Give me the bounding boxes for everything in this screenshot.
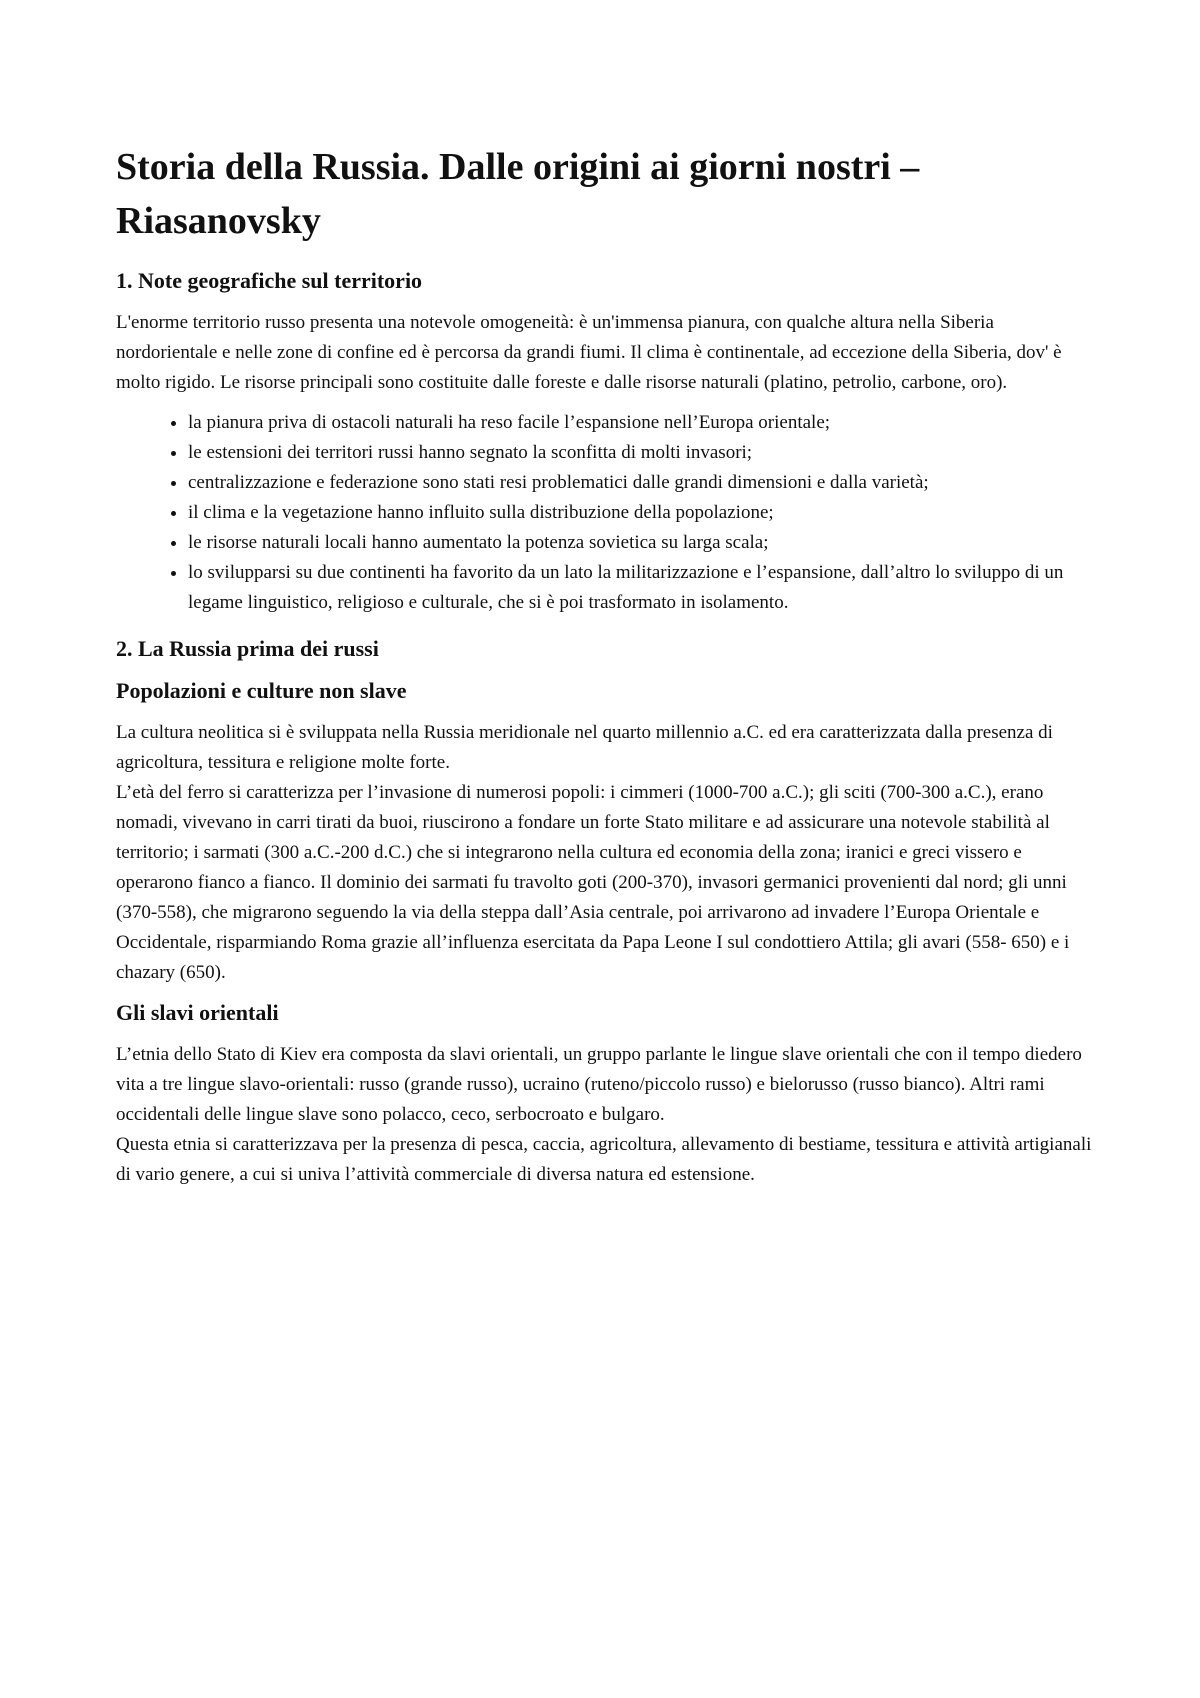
bullet-list-geografia xyxy=(116,408,1096,618)
list-item: • centralizzazione e federazione sono stati resi problematici dalle grandi dimensioni e dalla varietà; xyxy=(188,468,1096,498)
section-heading-geografia: 1. Note geografiche sul territorio xyxy=(116,268,423,293)
list-item: • le risorse naturali locali hanno aumentato la potenza sovietica su larga scala; xyxy=(188,528,1096,558)
paragraph-attivita: Questa etnia si caratterizzava per la presenza di pesca, caccia, agricoltura, allevamento di bestiame, tessitura e attività artigianali di vario genere, a cui si univa l’attività commerciale di diversa natura ed estensione. xyxy=(116,1134,1092,1185)
paragraph-neolitica: La cultura neolitica si è sviluppata nella Russia meridionale nel quarto millennio a.C. ed era caratterizzata dalla presenza di agricoltura, tessitura e religione molte forte. xyxy=(116,722,1053,773)
list-item: • la pianura priva di ostacoli naturali ha reso facile l’espansione nell’Europa orientale; xyxy=(188,408,1096,438)
paragraph-etnia-kiev: L’etnia dello Stato di Kiev era composta da slavi orientali, un gruppo parlante le lingue slave orientali che con il tempo diedero vita a tre lingue slavo-orientali: russo (grande russo), ucraino (ruteno/piccolo russo) e bielorusso (russo bianco). Altri rami occidentali delle lingue slave sono polacco, ceco, serbocroato e bulgaro. xyxy=(116,1044,1082,1125)
document-page xyxy=(116,140,1096,1200)
paragraph-eta-ferro: L’età del ferro si caratterizza per l’invasione di numerosi popoli: i cimmeri (1000-700 a.C.); gli sciti (700-300 a.C.), erano nomadi, vivevano in carri tirati da buoi, riuscirono a fondare un forte Stato militare e ad assicurare una notevole stabilità al territorio; i sarmati (300 a.C.-200 d.C.) che si integrarono nella cultura ed economia della zona; iranici e greci vissero e operarono fianco a fianco. Il dominio dei sarmati fu travolto goti (200-370), invasori germanici provenienti dal nord; gli unni (370-558), che migrarono seguendo la via della steppa dall’Asia centrale, poi arrivarono ad invadere l’Europa Orientale e Occidentale, risparmiando Roma grazie all’influenza esercitata da Papa Leone I sul condottiero Attila; gli avari (558- 650) e i chazary (650). xyxy=(116,782,1070,983)
subsection-heading-non-slave: Popolazioni e culture non slave xyxy=(116,678,407,703)
list-item: • lo svilupparsi su due continenti ha favorito da un lato la militarizzazione e l’espansione, dall’altro lo sviluppo di un legame linguistico, religioso e culturale, che si è poi trasformato in isolamento. xyxy=(188,558,1096,618)
section-heading-russia-prima: 2. La Russia prima dei russi xyxy=(116,636,379,661)
paragraph-territorio: L'enorme territorio russo presenta una notevole omogeneità: è un'immensa pianura, con qualche altura nella Siberia nordorientale e nelle zone di confine ed è percorsa da grandi fiumi. Il clima è continentale, ad eccezione della Siberia, dov' è molto rigido. Le risorse principali sono costituite dalle foreste e dalle risorse naturali (platino, petrolio, carbone, oro). xyxy=(116,312,1062,393)
list-item: • le estensioni dei territori russi hanno segnato la sconfitta di molti invasori; xyxy=(188,438,1096,468)
document-title: Storia della Russia. Dalle origini ai giorni nostri – Riasanovsky xyxy=(116,146,920,242)
list-item: • il clima e la vegetazione hanno influito sulla distribuzione della popolazione; xyxy=(188,498,1096,528)
subsection-heading-slavi-orientali: Gli slavi orientali xyxy=(116,1000,279,1025)
